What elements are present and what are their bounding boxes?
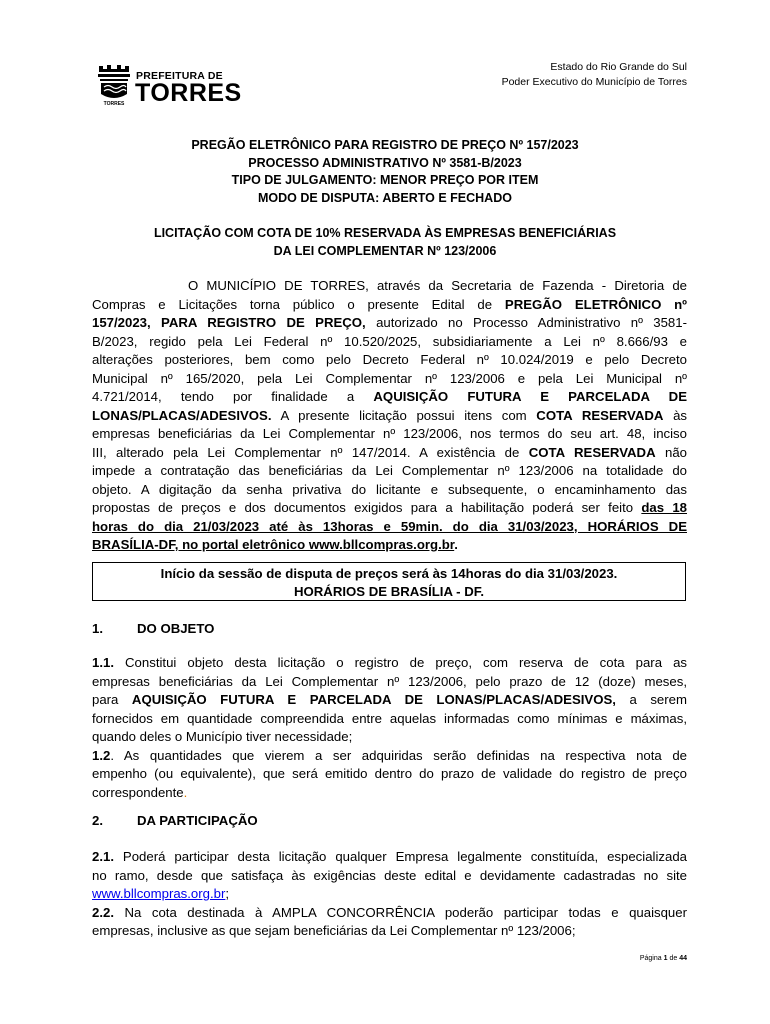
clause-line: quando deles o Município tiver necessidade; — [92, 729, 353, 744]
section-1-title: DO OBJETO — [137, 621, 215, 636]
intro-line: O MUNICÍPIO DE TORRES, através da Secretaria de Fazenda - Diretoria de — [188, 278, 687, 293]
section-1-number: 1. — [92, 621, 103, 636]
licitacao-title-block — [0, 225, 770, 260]
logo-prefeitura-text: PREFEITURA DE — [136, 70, 223, 82]
intro-line: LONAS/PLACAS/ADESIVOS. A presente licitação possui itens com COTA RESERVADA às — [92, 407, 688, 423]
intro-line: B/2023, regido pela Lei Federal nº 10.520/2025, subsidiariamente a Lei nº 8.666/93 e — [92, 333, 687, 349]
clause-line: empenho (ou equivalente), que será emitido dentro do prazo de validade do registro de preço — [92, 766, 687, 781]
intro-line: Compras e Licitações torna público o presente Edital de PREGÃO ELETRÔNICO nº — [92, 296, 688, 312]
page-number: 1 — [663, 955, 668, 962]
prefeitura-logo — [96, 60, 242, 110]
clause-line: www.bllcompras.org.br; — [92, 886, 230, 901]
intro-paragraph — [92, 277, 687, 555]
header-right — [502, 60, 687, 90]
session-start-box — [92, 562, 686, 601]
title-processo: PROCESSO ADMINISTRATIVO Nº 3581-B/2023 — [248, 155, 522, 170]
page-footer — [640, 955, 687, 962]
of-label: de — [669, 955, 678, 962]
intro-line: 157/2023, PARA REGISTRO DE PREÇO, autorizado no Processo Administrativo nº 3581- — [92, 315, 687, 330]
state-name: Estado do Rio Grande do Sul — [550, 61, 687, 73]
section-1-body — [92, 654, 687, 802]
session-timezone-text: HORÁRIOS DE BRASÍLIA - DF. — [294, 584, 484, 599]
clause-line: 1.1. Constitui objeto desta licitação o registro de preço, com reserva de cota para as — [92, 655, 687, 670]
intro-line: impede a contratação das beneficiárias da Lei Complementar nº 123/2006 na totalidade do — [92, 463, 687, 478]
intro-line: 4.721/2014, tendo por finalidade a AQUISIÇÃO FUTURA E PARCELADA DE — [92, 389, 687, 404]
intro-line: Municipal nº 165/2020, pela Lei Complementar nº 123/2006 e pela Lei Municipal nº — [92, 370, 687, 386]
intro-line: alterações posteriores, bem como pelo Decreto Federal nº 10.024/2019 e pelo Decreto — [92, 352, 687, 367]
intro-line: BRASÍLIA-DF, no portal eletrônico www.bllcompras.org.br. — [92, 537, 458, 552]
clause-line: 1.2. As quantidades que vierem a ser adquiridas serão definidas na respectiva nota de — [92, 747, 687, 763]
page-label: Página — [639, 955, 662, 962]
clause-line: empresas, inclusive as que sejam beneficiárias da Lei Complementar nº 123/2006; — [92, 923, 576, 938]
title-pregao: PREGÃO ELETRÔNICO PARA REGISTRO DE PREÇO Nº 157/2023 — [191, 138, 579, 152]
intro-line: III, alterado pela Lei Complementar nº 147/2014. A existência de COTA RESERVADA não — [92, 444, 688, 460]
emblem-text: TORRES — [103, 101, 125, 106]
session-start-text: Início da sessão de disputa de preços será às 14horas do dia 31/03/2023. — [160, 566, 618, 581]
clause-line: 2.2. Na cota destinada à AMPLA CONCORRÊNCIA poderão participar todas e quaisquer — [92, 904, 687, 920]
section-2-number: 2. — [92, 813, 103, 828]
clause-line: fornecidos em quantidade compreendida entre aquelas informadas como mínimas e máximas, — [92, 710, 687, 726]
logo-torres-text: TORRES — [135, 79, 242, 107]
title-lei-complementar: DA LEI COMPLEMENTAR Nº 123/2006 — [273, 243, 497, 258]
intro-line: propostas de preços e dos documentos exigidos para a habilitação poderá ser feito das 18 — [92, 500, 687, 515]
section-2-title: DA PARTICIPAÇÃO — [137, 813, 258, 828]
intro-line: empresas beneficiárias da Lei Complementar nº 123/2006, nos termos do seu art. 48, inciso — [92, 426, 687, 441]
clause-line: para AQUISIÇÃO FUTURA E PARCELADA DE LONAS/PLACAS/ADESIVOS, a serem — [92, 692, 687, 707]
intro-line: objeto. A digitação da senha privativa do licitante e subsequente, o encaminhamento das — [92, 481, 687, 497]
section-2-body — [92, 848, 687, 941]
clause-line: no ramo, desde que satisfaça às exigências deste edital e devidamente cadastradas no site — [92, 867, 687, 883]
executive-power: Poder Executivo do Município de Torres — [501, 76, 687, 88]
title-licitacao-cota: LICITAÇÃO COM COTA DE 10% RESERVADA ÀS EMPRESAS BENEFICIÁRIAS — [153, 226, 617, 240]
clause-line: correspondente. — [92, 784, 188, 800]
edital-title-block — [0, 137, 770, 207]
intro-line: horas do dia 21/03/2023 até às 13horas e 59min. do dia 31/03/2023, HORÁRIOS DE — [92, 518, 687, 534]
clause-line: 2.1. Poderá participar desta licitação qualquer Empresa legalmente constituída, especializada — [92, 849, 687, 864]
bllcompras-link[interactable]: www.bllcompras.org.br — [92, 886, 226, 901]
page-total: 44 — [679, 955, 687, 962]
title-disputa: MODO DE DISPUTA: ABERTO E FECHADO — [258, 190, 512, 205]
clause-line: empresas beneficiárias da Lei Complementar nº 123/2006, pelo prazo de 12 (doze) meses, — [92, 673, 687, 689]
title-julgamento: TIPO DE JULGAMENTO: MENOR PREÇO POR ITEM — [231, 173, 539, 187]
city-emblem-icon — [96, 60, 132, 106]
